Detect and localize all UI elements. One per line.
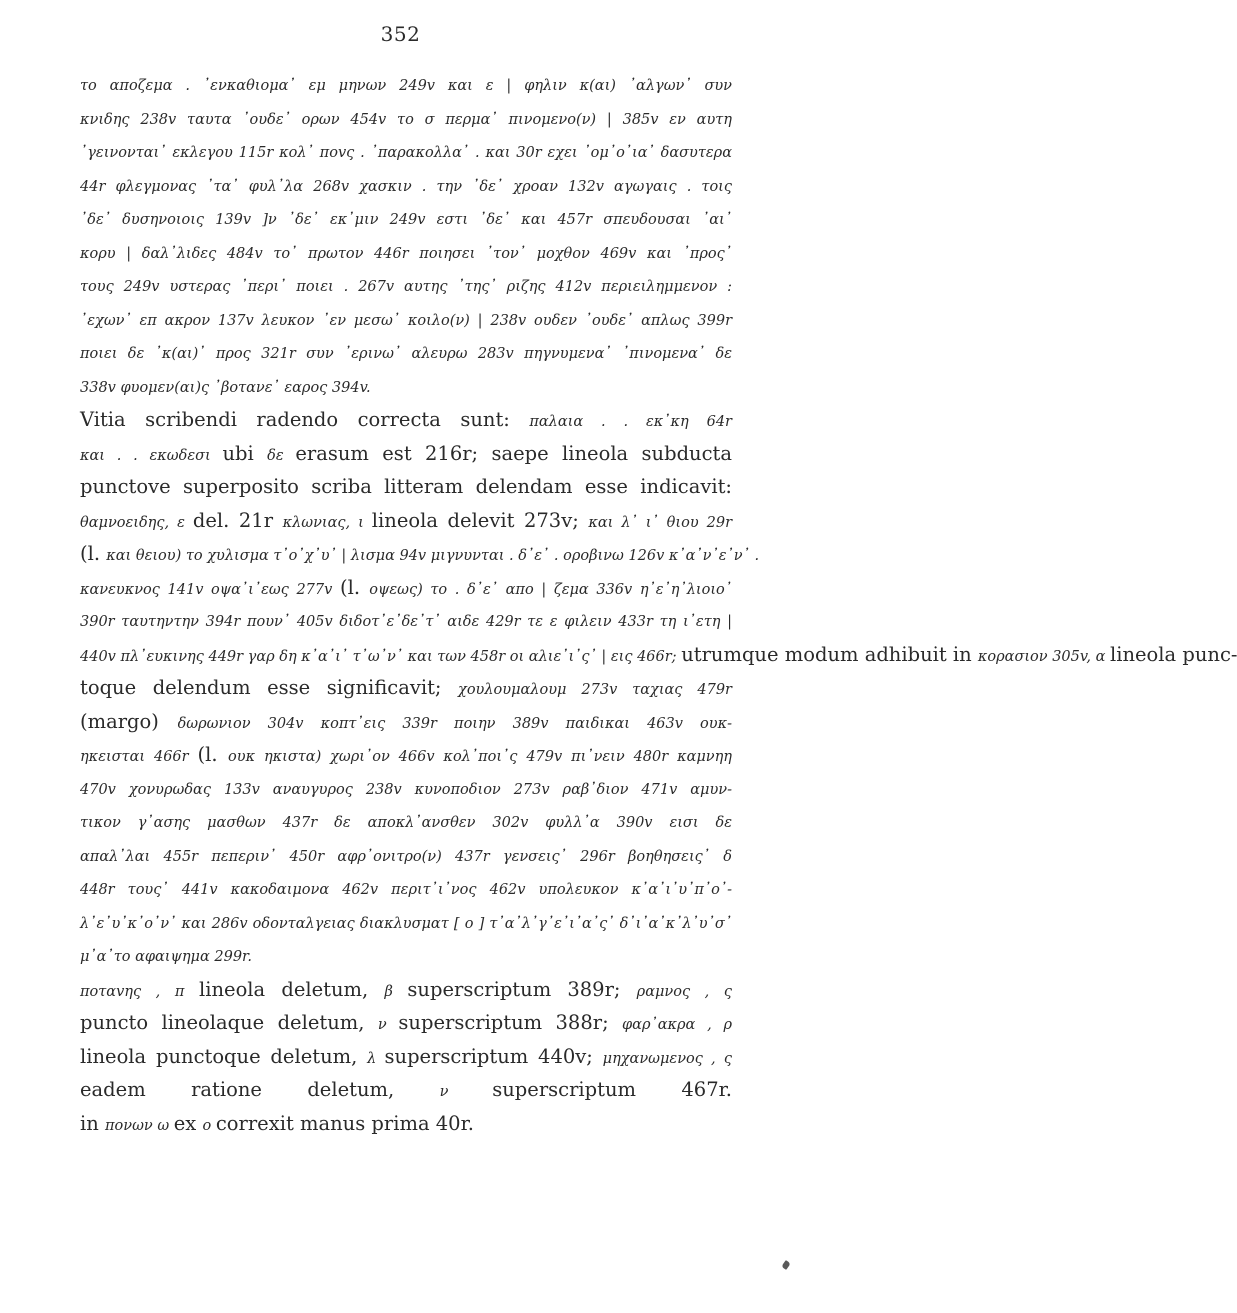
greek-text: απαλ᾽λαι 455r πεπεριν᾽ 450r αφρ᾽ονιτρο(ν) 437r γενσεις᾽ 296r βοηθησεις᾽ δ <box>80 848 732 865</box>
latin-text: (l. <box>339 575 370 599</box>
greek-text: και θειου) το χυλισμα τ᾽ο᾽χ᾽υ᾽ | λισμα 94v μιγνυνται . δ᾽ε᾽ . οροβινω 126v κ᾽α᾽ν᾽ε᾽ν᾽ . <box>106 548 760 564</box>
text-line <box>80 102 732 136</box>
ink-mark <box>781 1260 791 1270</box>
latin-text: puncto lineolaque deletum, <box>80 1011 378 1034</box>
latin-text: (l. <box>80 542 107 565</box>
latin-text: lineola punc- <box>1109 642 1237 666</box>
text-line <box>80 1006 732 1040</box>
text-line <box>80 169 732 203</box>
text-line <box>80 303 732 337</box>
text-line <box>80 805 732 839</box>
text-line <box>80 437 732 471</box>
latin-text: lineola deletum, <box>199 977 385 1001</box>
text-line <box>80 269 732 303</box>
greek-text: πονων ω <box>105 1117 174 1134</box>
greek-text: δωρωνιον 304v κοπτ᾽εις 339r ποιην 389v παιδικαι 463v ουκ- <box>177 715 732 732</box>
greek-text: 390r ταυτηντην 394r πουν᾽ 405v διδοτ᾽ε᾽δε᾽τ᾽ αιδε 429r τε ε φιλειν 433r τη ι᾽ετη | <box>80 614 732 630</box>
greek-text: λ <box>367 1050 385 1067</box>
greek-text: κορασιον 305v, α <box>977 648 1110 665</box>
text-line <box>80 202 732 236</box>
greek-text: 440v πλ᾽ευκινης 449r γαρ δη κ᾽α᾽ι᾽ τ᾽ω᾽ν᾽ και των 458r οι αλιε᾽ι᾽ς᾽ | εις 466r; <box>80 648 682 665</box>
greek-text: μηχανωμενος , ς <box>602 1050 732 1067</box>
text-line <box>80 1040 732 1074</box>
text-line <box>80 638 1237 672</box>
greek-text: ν <box>377 1017 399 1033</box>
greek-text: ηκεισται 466r <box>80 749 198 765</box>
greek-text: ουκ ηκιστα) χωρι᾽ον 466v κολ᾽ποι᾽ς 479v πι᾽νειν 480r καμνηη <box>228 749 732 765</box>
text-line <box>80 705 732 739</box>
greek-text: μ᾽α᾽το αφαιψημα 299r. <box>80 949 253 965</box>
latin-text: utrumque modum adhibuit in <box>681 642 978 666</box>
greek-text: κλωνιας, ι <box>282 514 372 531</box>
text-line <box>80 604 732 638</box>
text-line <box>80 504 732 538</box>
greek-text: ᾽εχων᾽ επ ακρον 137v λευκον ᾽εν μεσω᾽ κοιλο(ν) | 238v ουδεν ᾽ουδε᾽ απλως 399r <box>80 312 732 329</box>
greek-text: και . . εκωδεσι <box>80 447 223 464</box>
latin-text: ex <box>173 1111 203 1135</box>
text-line <box>80 370 732 404</box>
greek-text: δε <box>267 447 296 464</box>
greek-text: και λ᾽ ι᾽ θιου 29r <box>588 514 732 531</box>
text-line <box>80 973 732 1007</box>
greek-text: λ᾽ε᾽υ᾽κ᾽ο᾽ν᾽ και 286v οδονταλγειας διακλυσματ [ ο ] τ᾽α᾽λ᾽γ᾽ε᾽ι᾽α᾽ς᾽ δ᾽ι᾽α᾽κ᾽λ᾽υ᾽σ᾽ <box>80 915 732 932</box>
greek-text: 470v χονυρωδας 133v αναυγυρος 238v κυνοποδιον 273v ραβ᾽διον 471v αμυν- <box>80 781 732 798</box>
text-line <box>80 336 732 370</box>
latin-text: superscriptum 440v; <box>384 1044 603 1068</box>
text-line <box>80 772 732 806</box>
text-line <box>80 872 732 906</box>
latin-text: lineola punctoque deletum, <box>80 1044 368 1068</box>
latin-text: in <box>80 1111 105 1135</box>
latin-text: eadem ratione deletum, <box>80 1078 440 1101</box>
text-line <box>80 939 732 973</box>
latin-text: Vitia scribendi radendo correcta sunt: <box>80 408 530 431</box>
text-line <box>80 470 732 504</box>
text-line <box>80 537 760 571</box>
greek-text: β <box>384 983 408 1000</box>
latin-text: superscriptum 388r; <box>398 1011 622 1034</box>
greek-text: το αποζεμα . ᾽ενκαθιομα᾽ εμ μηνων 249v και ε | φηλιν κ(αι) ᾽αλγων᾽ συν <box>80 78 732 94</box>
text-line <box>80 839 732 873</box>
greek-text: 44r φλεγμονας ᾽τα᾽ φυλ᾽λα 268v χασκιν . την ᾽δε᾽ χροαν 132v αγωγαις . τοις <box>80 178 732 195</box>
greek-text: ραμνος , ς <box>636 983 732 1000</box>
latin-text: lineola delevit 273v; <box>371 508 589 532</box>
greek-text: χουλουμαλουμ 273v ταχιας 479r <box>458 682 732 698</box>
text-line <box>80 571 732 605</box>
latin-text: del. 21r <box>192 508 283 532</box>
text-line <box>80 236 732 270</box>
greek-text: ποιει δε ᾽κ(αι)᾽ προς 321r συν ᾽ερινω᾽ αλευρω 283v πηγνυμενα᾽ ᾽πινομενα᾽ δε <box>80 346 732 362</box>
text-line <box>80 135 732 169</box>
latin-text: superscriptum 389r; <box>407 977 637 1001</box>
greek-text: φαρ᾽ακρα , ρ <box>622 1017 732 1033</box>
latin-text: punctove superposito scriba litteram delendam esse indicavit: <box>80 475 732 498</box>
greek-text: τικον γ᾽ασης μασθων 437r δε αποκλ᾽ανσθεν 302v φυλλ᾽α 390v εισι δε <box>80 815 732 831</box>
text-line <box>80 1107 732 1141</box>
latin-text: correxit manus prima 40r. <box>215 1111 474 1135</box>
page-number: 352 <box>380 22 421 46</box>
text-line <box>80 1073 732 1107</box>
latin-text: erasum est 216r; saepe lineola subducta <box>295 441 733 465</box>
greek-text: οψεως) το . δ᾽ε᾽ απο | ζεμα 336v η᾽ε᾽η᾽λιοιο᾽ <box>369 581 733 598</box>
greek-text: ᾽δε᾽ δυσηνοιοις 139v ]ν ᾽δε᾽ εκ᾽μιν 249v εστι ᾽δε᾽ και 457r σπευδουσαι ᾽αι᾽ <box>80 212 732 228</box>
latin-text: ubi <box>222 441 268 465</box>
greek-text: κνιδης 238v ταυτα ᾽ουδε᾽ ορων 454v το σ περμα᾽ πινομενο(ν) | 385v εν αυτη <box>80 111 732 128</box>
greek-text: ο <box>202 1117 216 1134</box>
latin-text: (margo) <box>80 709 178 733</box>
text-line <box>80 403 732 437</box>
greek-text: 448r τους᾽ 441v κακοδαιμονα 462v περιτ᾽ι᾽νος 462v υπολευκον κ᾽α᾽ι᾽υ᾽π᾽ο᾽- <box>80 882 732 898</box>
greek-text: ᾽γεινονται᾽ εκλεγου 115r κολ᾽ ποvς . ᾽παρακολλα᾽ . και 30r εχει ᾽ομ᾽ο᾽ια᾽ δασυτερα <box>80 145 732 161</box>
latin-text: superscriptum 467r. <box>492 1078 732 1101</box>
greek-text: παλαια . . εκ᾽κη 64r <box>529 414 732 430</box>
latin-text: toque delendum esse significavit; <box>80 676 459 699</box>
greek-text: τους 249v υστερας ᾽περι᾽ ποιει . 267v αυτης ᾽της᾽ ριζης 412v περιειλημμενον : <box>80 279 732 295</box>
text-line <box>80 671 732 705</box>
text-line <box>80 906 732 940</box>
greek-text: θαμνοειδης, ε <box>80 514 193 531</box>
greek-text: 338v φυομεν(αι)ς ᾽βοτανε᾽ εαρος 394v. <box>80 379 371 396</box>
greek-text: κορυ | δαλ᾽λιδες 484v το᾽ πρωτον 446r ποιησει ᾽τον᾽ μοχθον 469v και ᾽προς᾽ <box>80 245 732 262</box>
greek-text: ποταvης , π <box>80 983 199 1000</box>
text-line <box>80 738 732 772</box>
text-line <box>80 68 732 102</box>
greek-text: ν <box>439 1084 493 1100</box>
apparatus-text-block <box>80 68 1237 1140</box>
latin-text: (l. <box>197 743 229 766</box>
greek-text: κανευκνος 141v οψα᾽ι᾽εως 277v <box>80 581 340 598</box>
